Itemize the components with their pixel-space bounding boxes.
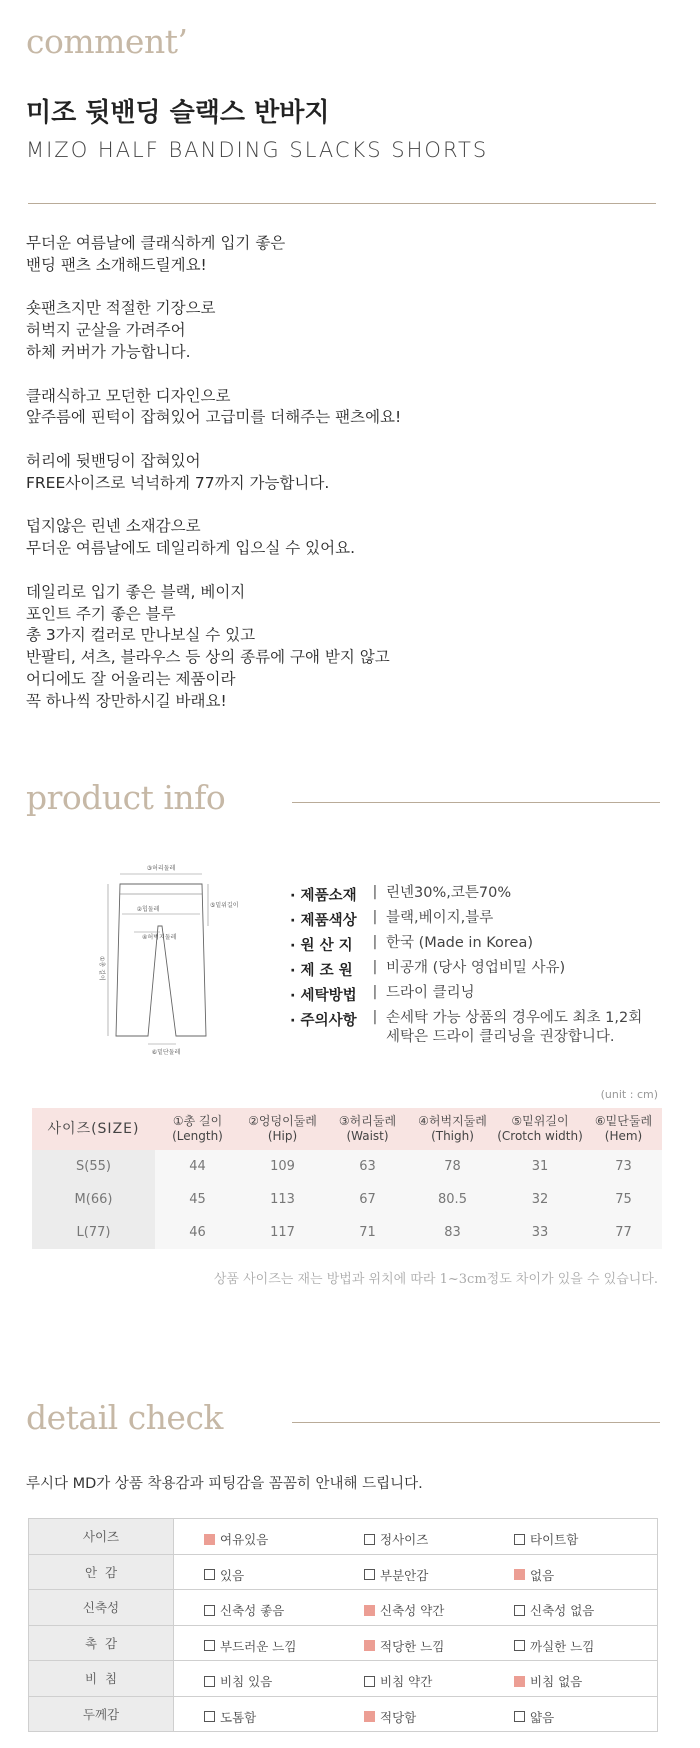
detail-option-label: 없음 [530,1567,555,1583]
size-value-cell: 45 [155,1183,240,1216]
size-value-cell: 71 [325,1216,410,1249]
column-header-main: ①총 길이 [172,1114,223,1128]
description-line: 꼭 하나씩 장만하시길 바래요! [26,691,227,710]
column-header-main: ②엉덩이둘레 [248,1114,317,1128]
diagram-label-length: ①총 길이 [98,956,105,981]
checkbox-checked-icon [364,1640,375,1651]
column-header-main: ⑥밑단둘레 [594,1114,653,1128]
spec-separator: | [372,934,378,950]
detail-option-label: 얇음 [530,1709,555,1725]
detail-option [514,1566,554,1584]
detail-check-options [174,1590,658,1626]
detail-option [514,1637,594,1655]
spec-value [386,909,493,928]
checkbox-empty-icon [204,1711,215,1722]
unit-note: (unit : cm) [600,1088,658,1101]
detail-check-label: 사이즈 [29,1519,174,1555]
detail-option-label: 있음 [220,1567,245,1583]
detail-check-label: 두께감 [29,1696,174,1732]
column-header-sub: (Crotch width) [497,1129,583,1143]
spec-value-line: 손세탁 가능 상품의 경우에도 최초 1,2회 [386,1010,643,1026]
size-value-cell: 46 [155,1216,240,1249]
detail-check-options [174,1554,658,1590]
heading-rule [292,802,660,803]
spec-value [386,934,533,953]
diagram-label-hip: ②힙둘레 [136,906,160,913]
spec-value [386,1009,642,1047]
detail-check-label: 촉 감 [29,1625,174,1661]
spec-label: · 제 조 원 [290,963,353,979]
description-line: 덥지않은 린넨 소재감으로 [26,517,201,536]
checkbox-empty-icon [514,1534,525,1545]
spec-value-line: 드라이 클리닝 [386,985,475,1001]
size-value-cell: 109 [240,1150,325,1183]
size-label-cell: M(66) [32,1183,155,1216]
description-line: 반팔티, 셔츠, 블라우스 등 상의 종류에 구애 받지 않고 [26,648,390,667]
checkbox-checked-icon [514,1569,525,1580]
column-header-sub: (Hem) [604,1129,643,1143]
description-line: 총 3가지 컬러로 만나보실 수 있고 [26,626,256,645]
spec-label: · 세탁방법 [290,988,357,1004]
column-header-main: 사이즈(SIZE) [47,1120,140,1137]
diagram-label-waist: ③허리둘레 [146,865,176,872]
detail-check-row [29,1696,658,1732]
product-description [26,233,666,734]
description-line: FREE사이즈로 넉넉하게 77까지 가능합니다. [26,473,330,492]
detail-option [364,1530,428,1548]
detail-option [364,1637,444,1655]
spec-label: · 제품색상 [290,913,357,929]
detail-option [514,1601,594,1619]
size-table-row [32,1150,662,1183]
column-header-main: ⑤밑위길이 [511,1114,569,1128]
checkbox-checked-icon [514,1676,525,1687]
description-line: 앞주름에 핀턱이 잡혀있어 고급미를 더해주는 팬츠에요! [26,408,402,427]
detail-check-label: 비 침 [29,1661,174,1697]
detail-option-label: 도톰함 [220,1709,257,1725]
size-label-cell: S(55) [32,1150,155,1183]
checkbox-empty-icon [364,1676,375,1687]
size-table-column-header [495,1108,585,1150]
detail-option [514,1708,554,1726]
detail-check-intro: 루시다 MD가 상품 착용감과 피팅감을 꼼꼼히 안내해 드립니다. [26,1476,423,1492]
product-name: 미조 뒷밴딩 슬랙스 반바지 [26,98,330,128]
section-divider [28,203,656,204]
description-line: 밴딩 팬츠 소개해드릴게요! [26,255,207,274]
spec-row [290,984,642,1009]
detail-option [204,1637,296,1655]
column-header-main: ④허벅지둘레 [418,1114,487,1128]
spec-separator: | [372,959,378,975]
spec-separator: | [372,884,378,900]
detail-option-label: 여유있음 [220,1532,269,1547]
description-paragraph [26,582,666,713]
detail-option-label: 부분안감 [380,1567,429,1583]
detail-option [364,1708,416,1726]
detail-option-label: 적당한 느낌 [380,1638,445,1654]
diagram-label-hem: ⑥밑단둘레 [151,1049,181,1056]
spec-value [386,959,565,978]
size-table-column-header [325,1108,410,1150]
size-value-cell: 83 [410,1216,495,1249]
checkbox-empty-icon [204,1569,215,1580]
detail-option [204,1672,272,1690]
description-line: 무더운 여름날에 클래식하게 입기 좋은 [26,234,286,252]
detail-option-label: 타이트함 [530,1532,579,1547]
detail-option-label: 비침 약간 [380,1674,433,1689]
diagram-label-thigh: ④허벅지둘레 [142,934,177,941]
checkbox-checked-icon [364,1711,375,1722]
detail-check-options [174,1625,658,1661]
checkbox-checked-icon [364,1605,375,1616]
detail-option [364,1601,444,1619]
detail-option [204,1708,256,1726]
comment-heading: comment’ [26,22,188,61]
description-line: 허벅지 군살을 가려주어 [26,321,186,340]
description-line: 포인트 주기 좋은 블루 [26,604,176,623]
size-note: 상품 사이즈는 재는 방법과 위치에 따라 1~3cm정도 차이가 있을 수 있습니다. [213,1272,658,1287]
size-value-cell: 67 [325,1183,410,1216]
detail-option [514,1672,582,1690]
shorts-measurement-diagram [96,860,239,1060]
size-value-cell: 33 [495,1216,585,1249]
description-line: 허리에 뒷밴딩이 잡혀있어 [26,451,201,470]
size-table-column-header [240,1108,325,1150]
detail-check-options [174,1696,658,1732]
checkbox-empty-icon [514,1711,525,1722]
description-line: 어디에도 잘 어울리는 제품이라 [26,669,236,688]
column-header-sub: (Waist) [346,1129,389,1143]
size-table-column-header [585,1108,662,1150]
description-paragraph [26,516,666,560]
detail-option-label: 신축성 좋음 [220,1603,285,1618]
detail-option [204,1601,284,1619]
size-value-cell: 31 [495,1150,585,1183]
size-value-cell: 117 [240,1216,325,1249]
size-value-cell: 73 [585,1150,662,1183]
detail-check-table [28,1518,658,1732]
size-table-column-header [410,1108,495,1150]
detail-option-label: 적당함 [380,1709,417,1725]
detail-check-row [29,1590,658,1626]
detail-check-body [29,1519,658,1732]
size-value-cell: 75 [585,1183,662,1216]
size-value-cell: 78 [410,1150,495,1183]
column-header-sub: (Length) [172,1129,223,1143]
column-header-main: ③허리둘레 [338,1114,397,1128]
description-paragraph [26,298,666,363]
size-table-header [32,1108,662,1150]
spec-value-line: 한국 (Made in Korea) [386,935,534,951]
spec-row [290,934,642,959]
spec-row [290,884,642,909]
description-line: 무더운 여름날에도 데일리하게 입으실 수 있어요. [26,539,356,558]
checkbox-empty-icon [514,1640,525,1651]
size-value-cell: 80.5 [410,1183,495,1216]
spec-separator: | [372,1009,378,1025]
detail-option-label: 신축성 없음 [530,1603,595,1618]
size-label-cell: L(77) [32,1216,155,1249]
detail-option-label: 비침 없음 [530,1674,583,1689]
size-value-cell: 32 [495,1183,585,1216]
spec-value-line: 비공개 (당사 영업비밀 사유) [386,960,566,976]
description-line: 클래식하고 모던한 디자인으로 [26,386,231,405]
column-header-sub: (Thigh) [431,1129,474,1143]
detail-check-row [29,1519,658,1555]
checkbox-empty-icon [364,1534,375,1545]
checkbox-empty-icon [204,1676,215,1687]
column-header-sub: (Hip) [267,1129,298,1143]
size-value-cell: 77 [585,1216,662,1249]
detail-option-label: 부드러운 느낌 [220,1638,297,1654]
checkbox-empty-icon [364,1569,375,1580]
detail-check-row [29,1625,658,1661]
heading-rule [292,1422,660,1423]
checkbox-empty-icon [204,1605,215,1616]
detail-option [514,1530,578,1548]
detail-check-options [174,1661,658,1697]
description-line: 숏팬츠지만 적절한 기장으로 [26,299,216,318]
product-name-en: MIZO HALF BANDING SLACKS SHORTS [26,138,489,162]
detail-option-label: 신축성 약간 [380,1603,445,1618]
diagram-label-crotch: ⑤밑위길이 [210,902,239,909]
detail-option-label: 정사이즈 [380,1532,429,1547]
detail-check-row [29,1661,658,1697]
size-value-cell: 63 [325,1150,410,1183]
spec-row [290,1009,643,1045]
description-paragraph [26,386,666,430]
detail-check-heading: detail check [26,1398,223,1437]
detail-option [364,1672,432,1690]
size-table-row [32,1183,662,1216]
spec-value [386,984,475,1003]
product-info-heading: product info [26,778,226,817]
description-line: 하체 커버가 가능합니다. [26,342,191,361]
spec-value-line: 린넨30%,코튼70% [386,885,512,901]
size-table-column-header [32,1108,155,1150]
spec-row [290,959,642,984]
spec-separator: | [372,909,378,925]
detail-option [364,1566,428,1584]
spec-value-line: 블랙,베이지,블루 [386,910,494,926]
detail-option-label: 까실한 느낌 [530,1638,595,1654]
detail-check-label: 안 감 [29,1554,174,1590]
spec-label: · 주의사항 [290,1013,357,1029]
size-table-row [32,1216,662,1249]
checkbox-checked-icon [204,1534,215,1545]
detail-option [204,1530,268,1548]
detail-check-row [29,1554,658,1590]
detail-check-label: 신축성 [29,1590,174,1626]
size-value-cell: 113 [240,1183,325,1216]
detail-check-options [174,1519,658,1555]
detail-option [204,1566,244,1584]
spec-row [290,909,642,934]
checkbox-empty-icon [514,1605,525,1616]
size-value-cell: 44 [155,1150,240,1183]
description-paragraph [26,451,666,495]
detail-option-label: 비침 있음 [220,1674,273,1689]
spec-value [386,884,511,903]
spec-list [290,884,643,1045]
checkbox-empty-icon [204,1640,215,1651]
spec-label: · 제품소재 [290,888,357,904]
size-table-column-header [155,1108,240,1150]
description-paragraph [26,233,666,277]
spec-value-line: 세탁은 드라이 클리닝을 권장합니다. [386,1029,615,1045]
spec-label: · 원 산 지 [290,938,353,954]
description-line: 데일리로 입기 좋은 블랙, 베이지 [26,582,246,601]
size-table-body [32,1150,662,1249]
spec-separator: | [372,984,378,1000]
size-table [32,1108,662,1249]
